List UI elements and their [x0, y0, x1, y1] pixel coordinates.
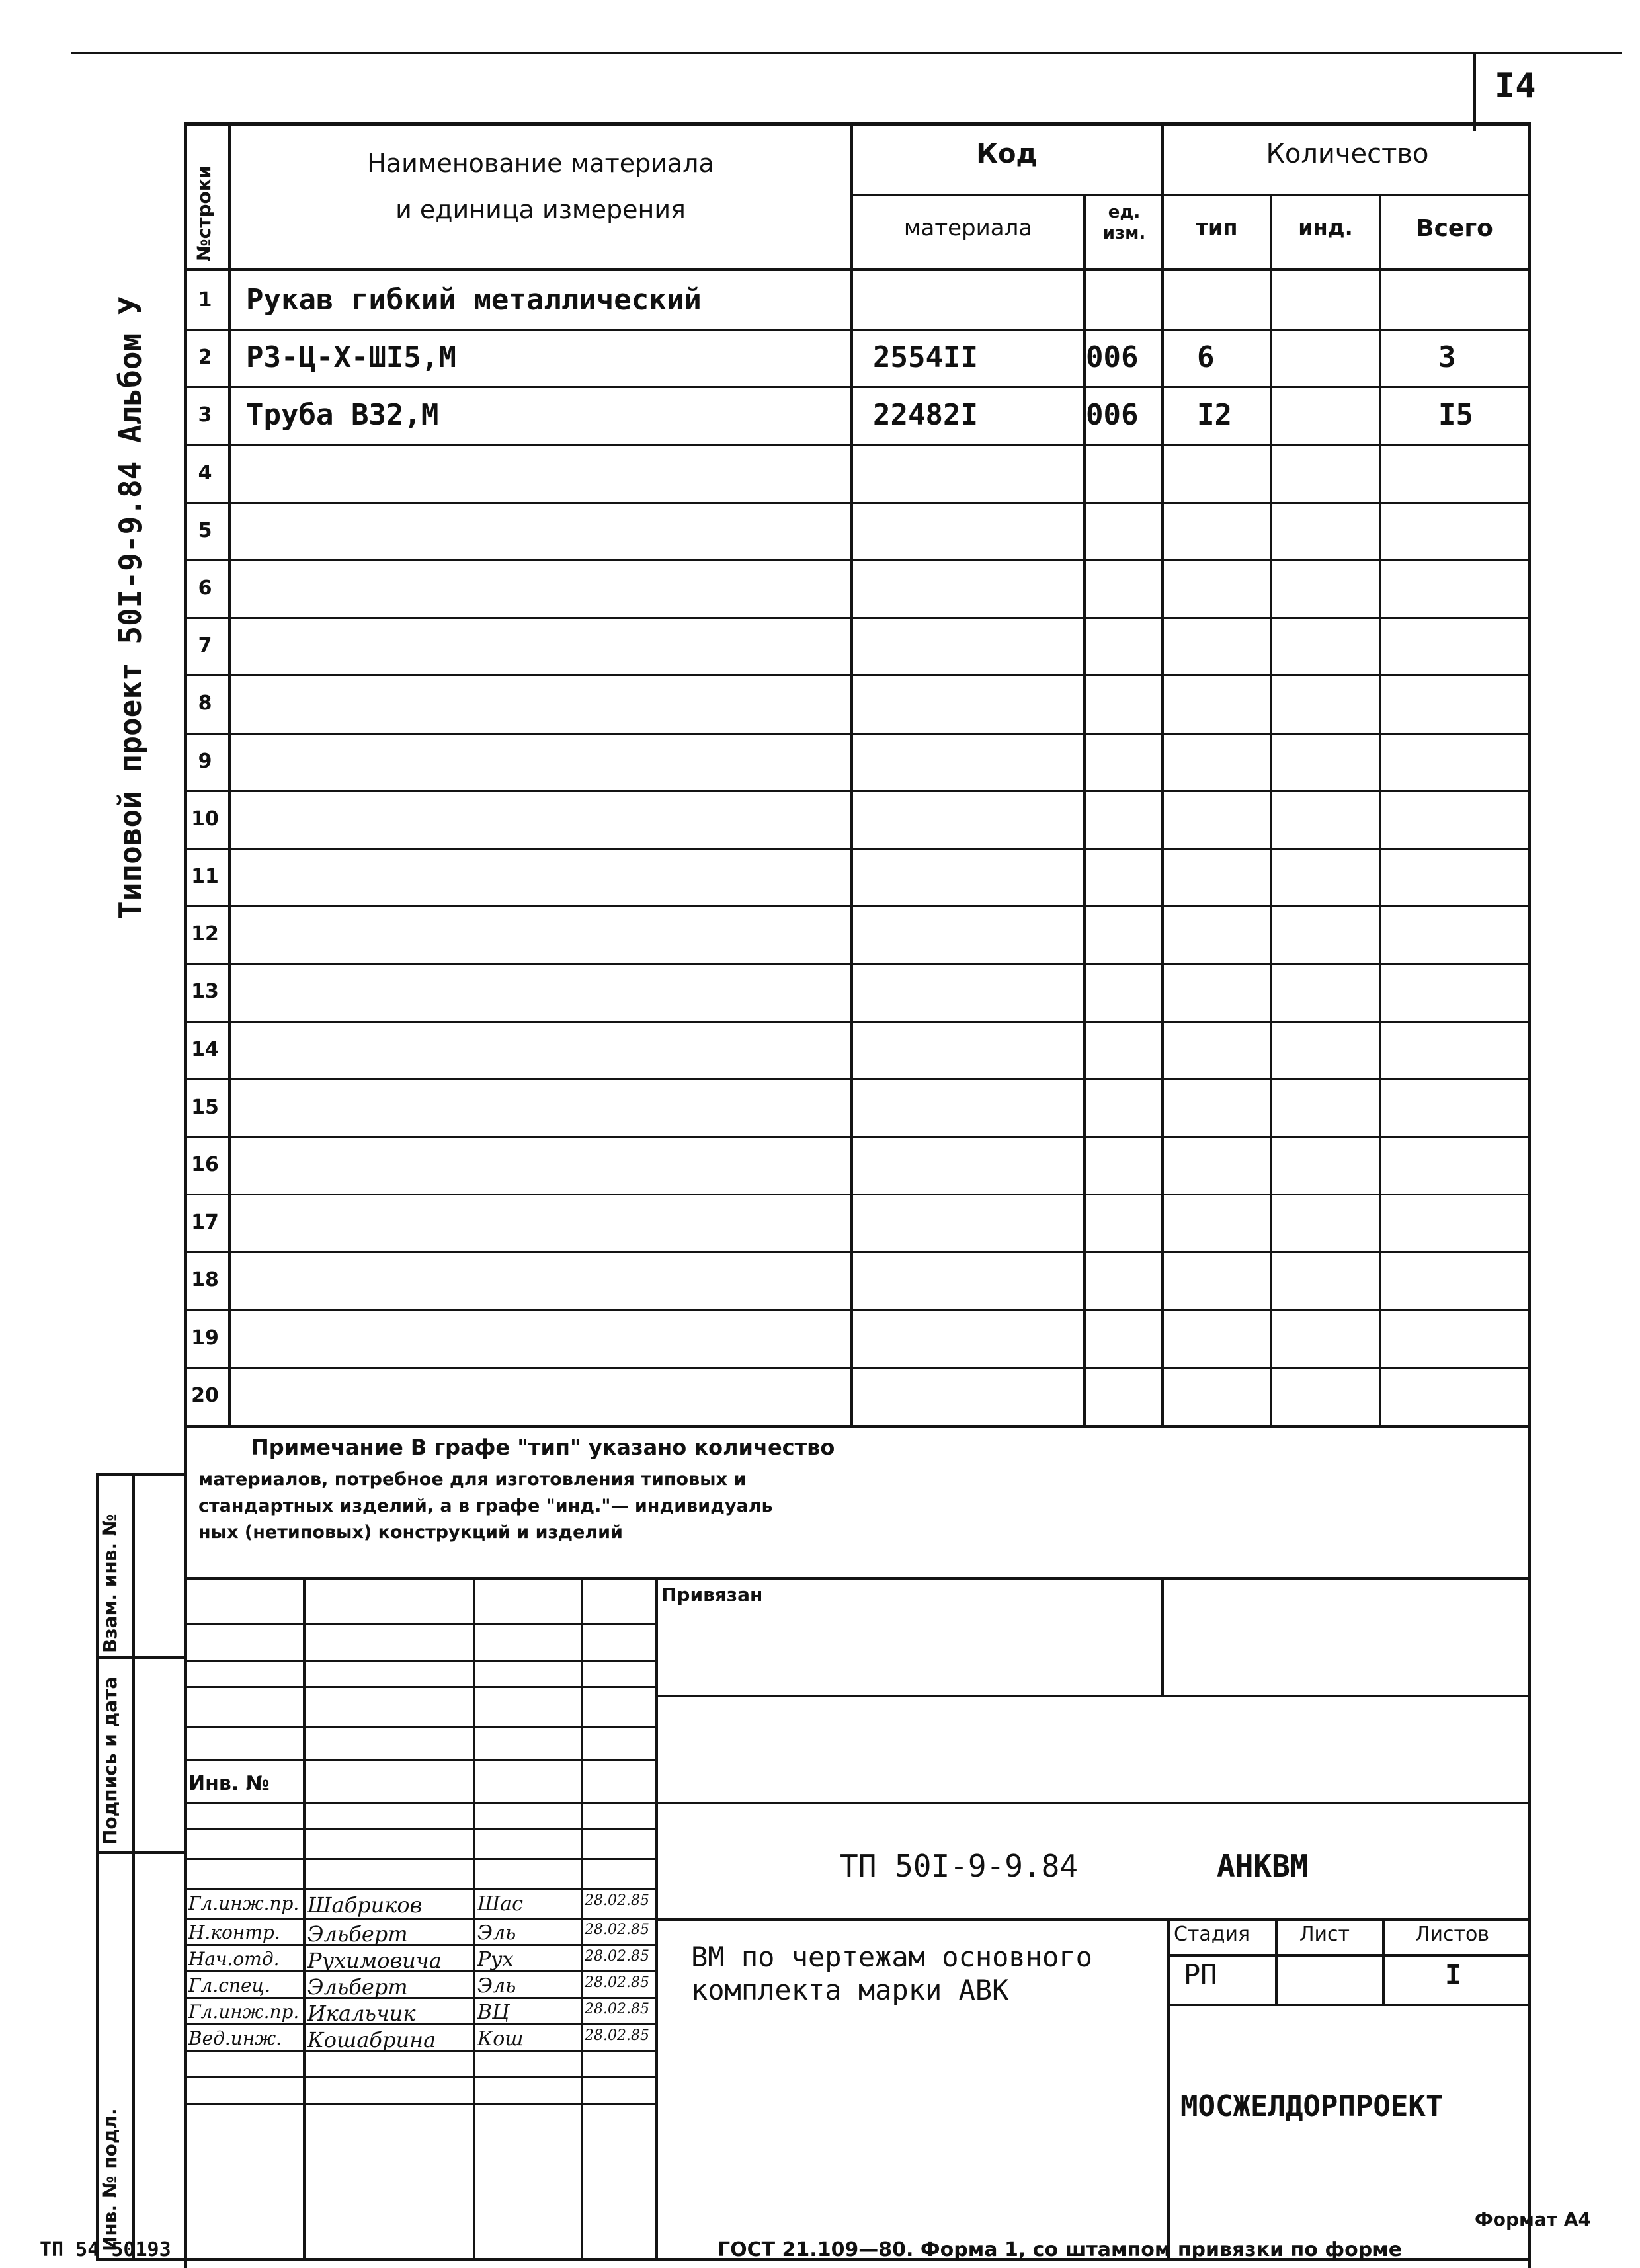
inv-label: Инв. №	[188, 1772, 270, 1795]
signature-date: 28.02.85	[585, 1948, 649, 1964]
row-number: 6	[198, 577, 212, 600]
row-number: 4	[198, 461, 212, 485]
signature-date: 28.02.85	[585, 1922, 649, 1938]
material-name: РЗ-Ц-Х-ШI5,М	[246, 341, 456, 375]
note-line2: материалов, потребное для изготовления типовых и	[198, 1469, 747, 1490]
row-number: 19	[191, 1326, 219, 1350]
signature-date: 28.02.85	[585, 1974, 649, 1991]
row-number: 1	[198, 288, 212, 311]
signature-name: Шабриков	[308, 1892, 423, 1918]
qty-type: I2	[1197, 398, 1232, 432]
footer-left: ТП 54 50193	[40, 2238, 171, 2261]
signature-role: Гл.инж.пр.	[188, 2001, 300, 2023]
sign-date-label: Подпись и дата	[99, 1676, 121, 1845]
signature-role: Нач.отд.	[188, 1948, 280, 1970]
code-header: Код	[976, 139, 1038, 169]
signature-name: Кошабрина	[308, 2027, 436, 2052]
document-mark: АНКВМ	[1217, 1848, 1309, 1884]
side-title: Типовой проект 50I-9-9.84 Альбом У	[112, 296, 148, 919]
note-line1: Примечание В графе "тип" указано количество	[251, 1435, 835, 1460]
orig-inv-label: Инв. № подл.	[99, 2108, 121, 2251]
organization-name: МОСЖЕЛДОРПРОЕКТ	[1180, 2089, 1444, 2123]
qty-type-header: тип	[1196, 215, 1238, 240]
sheet-label: Лист	[1299, 1923, 1350, 1946]
name-header-line2: и единица измерения	[395, 195, 686, 224]
qty-total-header: Всего	[1416, 215, 1493, 242]
row-number: 2	[198, 346, 212, 370]
material-name: Труба В32,М	[246, 398, 439, 432]
code-unit-header: ед. изм.	[1102, 202, 1146, 243]
signature-role: Вед.инж.	[188, 2027, 282, 2049]
note-line4: ных (нетиповых) конструкций и изделий	[198, 1522, 623, 1543]
signature-role: Гл.спец.	[188, 1974, 270, 1996]
unit-code: 006	[1086, 398, 1139, 432]
footer-standard: ГОСТ 21.109—80. Форма 1, со штампом привязки по форме	[718, 2238, 1403, 2261]
replace-inv-label: Взам. инв. №	[99, 1514, 121, 1653]
signature-date: 28.02.85	[585, 2027, 649, 2044]
row-number: 7	[198, 634, 212, 658]
signature-role: Гл.инж.пр.	[188, 1892, 300, 1914]
material-name: Рукав гибкий металлический	[246, 283, 702, 317]
stage-label: Стадия	[1174, 1923, 1250, 1946]
qty-ind-header: инд.	[1298, 215, 1353, 240]
qty-type: 6	[1197, 341, 1215, 375]
footer-format: Формат А4	[1475, 2208, 1591, 2230]
signature-date: 28.02.85	[585, 1892, 649, 1909]
signature-name: Эльберт	[308, 1922, 408, 1947]
row-number: 17	[191, 1211, 219, 1235]
row-number: 20	[191, 1383, 219, 1407]
row-number: 15	[191, 1095, 219, 1119]
signature-name: Икальчик	[308, 2001, 416, 2026]
signature-name: Эльберт	[308, 1974, 408, 2000]
row-number: 10	[191, 807, 219, 830]
signature-mark: Шас	[477, 1892, 523, 1916]
attached-label: Привязан	[661, 1584, 763, 1605]
signature-mark: Эль	[477, 1922, 516, 1945]
unit-code: 006	[1086, 341, 1139, 375]
note-line3: стандартных изделий, а в графе "инд."— индивидуаль	[198, 1496, 773, 1516]
material-code: 22482I	[873, 398, 978, 432]
row-number: 16	[191, 1153, 219, 1176]
qty-total: 3	[1438, 341, 1456, 375]
row-number: 5	[198, 518, 212, 542]
row-number: 8	[198, 692, 212, 715]
row-number: 9	[198, 749, 212, 773]
qty-total: I5	[1438, 398, 1473, 432]
signature-name: Рухимовича	[308, 1948, 442, 1973]
document-title-line2: комплекта марки АВК	[691, 1974, 1009, 2006]
page-number: I4	[1495, 66, 1536, 106]
document-code: ТП 50I-9-9.84	[840, 1848, 1079, 1884]
sheets-label: Листов	[1415, 1923, 1490, 1946]
name-header-line1: Наименование материала	[367, 149, 714, 178]
row-number: 18	[191, 1268, 219, 1292]
signature-date: 28.02.85	[585, 2001, 649, 2017]
row-number: 13	[191, 980, 219, 1004]
document-title-line1: ВМ по чертежам основного	[691, 1941, 1092, 1973]
signature-mark: Рух	[477, 1948, 514, 1971]
signature-mark: Эль	[477, 1974, 516, 1998]
material-code: 2554II	[873, 341, 978, 375]
signature-mark: ВЦ	[477, 2001, 510, 2024]
row-number-header: №строки	[193, 165, 215, 261]
code-material-header: материала	[903, 215, 1033, 241]
sheets-value: I	[1445, 1959, 1462, 1991]
signature-role: Н.контр.	[188, 1922, 280, 1943]
stage-value: РП	[1184, 1959, 1217, 1991]
signature-mark: Кош	[477, 2027, 524, 2050]
row-number: 11	[191, 865, 219, 888]
row-number: 3	[198, 403, 212, 427]
quantity-header: Количество	[1266, 139, 1429, 169]
row-number: 14	[191, 1037, 219, 1061]
row-number: 12	[191, 922, 219, 946]
